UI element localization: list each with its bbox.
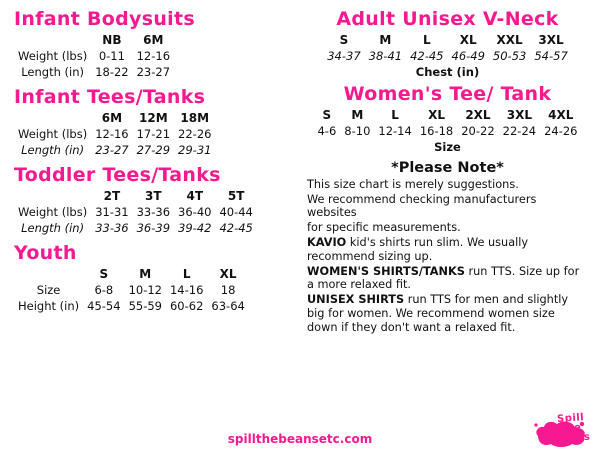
table-header-row — [14, 110, 215, 126]
table-row — [313, 123, 581, 139]
size-header: S — [322, 107, 332, 122]
size-header: 6M — [101, 110, 123, 125]
cell: 27-29 — [136, 142, 171, 157]
cell: 22-26 — [178, 126, 212, 141]
size-header: 6M — [143, 32, 164, 47]
cell: 12-16 — [95, 126, 129, 141]
size-header: XL — [459, 32, 477, 47]
cell: 40-44 — [219, 204, 253, 219]
cell: 23-27 — [95, 142, 129, 157]
section-title-infant-bodysuits: Infant Bodysuits — [14, 8, 195, 30]
table-youth — [14, 266, 249, 314]
section-infant-bodysuits — [14, 10, 295, 80]
caption-chest-in: Chest (in) — [415, 64, 480, 79]
note-line: We recommend checking manufacturers websites — [307, 192, 537, 220]
note-line: This size chart is merely suggestions. — [307, 177, 519, 191]
cell: 4-6 — [317, 123, 337, 138]
cell: 23-27 — [136, 64, 171, 79]
table-header-row — [313, 107, 581, 123]
table-header-row — [14, 188, 257, 204]
table-header-row — [323, 32, 572, 48]
cell: 18 — [220, 282, 236, 297]
row-label: Size — [36, 282, 61, 297]
size-header: M — [351, 107, 364, 122]
table-row — [14, 298, 249, 314]
brand-logo-text — [552, 413, 591, 445]
cell: 17-21 — [136, 126, 171, 141]
size-header: 2XL — [465, 107, 491, 122]
cell: 0-11 — [98, 48, 125, 63]
table-infant-bodysuits — [14, 32, 174, 80]
table-row — [323, 48, 572, 64]
cell: 38-41 — [368, 48, 403, 63]
cell: 12-14 — [378, 123, 412, 138]
section-womens-tee-tank — [307, 82, 588, 154]
size-header: XL — [428, 107, 445, 122]
table-row — [14, 48, 174, 64]
size-header: 3XL — [506, 107, 532, 122]
table-row — [14, 142, 215, 158]
cell: 33-36 — [95, 220, 129, 235]
cell: 20-22 — [461, 123, 495, 138]
cell: 16-18 — [419, 123, 454, 138]
note-body — [307, 178, 588, 335]
size-header: 5T — [227, 188, 245, 203]
size-header: XXL — [496, 32, 523, 47]
section-adult-unisex-vneck — [307, 10, 588, 79]
table-row — [14, 220, 257, 236]
note-item-lead: UNISEX SHIRTS — [307, 293, 405, 307]
note-line: for specific measurements. — [307, 221, 461, 235]
size-header: 18M — [180, 110, 210, 125]
cell: 36-40 — [178, 204, 212, 219]
size-header: 3XL — [538, 32, 564, 47]
note-item-text: run TTS for men and slightly big for women. We recommend women size down if they don't want a relaxed fit. — [307, 293, 569, 334]
size-header: XL — [219, 266, 237, 281]
section-title-toddler-tees-tanks: Toddler Tees/Tanks — [14, 163, 221, 186]
cell: 18-22 — [95, 64, 129, 79]
header-corner — [14, 32, 91, 48]
cell: 42-45 — [410, 48, 444, 63]
size-header: NB — [102, 32, 122, 47]
cell: 10-12 — [128, 282, 162, 297]
section-title-womens-tee-tank: Women's Tee/ Tank — [343, 82, 552, 105]
table-womens-tee-tank — [313, 107, 581, 139]
size-header: M — [139, 266, 152, 281]
cell: 50-53 — [492, 48, 527, 63]
size-header: S — [99, 266, 109, 281]
row-label: Length (in) — [21, 142, 85, 157]
section-title-infant-tees-tanks: Infant Tees/Tanks — [14, 85, 206, 108]
size-header: 3T — [145, 188, 162, 203]
cell: 39-42 — [178, 220, 212, 235]
table-wrap-adult-unisex-vneck — [307, 32, 588, 66]
row-label: Weight (lbs) — [18, 204, 88, 219]
header-corner — [14, 110, 91, 126]
table-row — [14, 126, 215, 142]
cell: 31-31 — [95, 204, 129, 219]
table-row — [14, 282, 249, 298]
section-youth — [14, 241, 295, 314]
cell: 33-36 — [136, 204, 171, 219]
table-wrap-womens-tee-tank — [307, 107, 588, 141]
section-infant-tees-tanks — [14, 85, 295, 158]
size-header: S — [339, 32, 349, 47]
table-adult-unisex-vneck — [323, 32, 572, 64]
table-row — [14, 64, 174, 80]
cell: 22-24 — [502, 123, 537, 138]
section-please-note — [307, 160, 588, 335]
cell: 46-49 — [451, 48, 485, 63]
cell: 36-39 — [136, 220, 171, 235]
size-header: 4XL — [548, 107, 574, 122]
note-item-lead: KAVIO — [307, 236, 347, 249]
note-item-lead: WOMEN'S SHIRTS/TANKS — [307, 264, 465, 278]
cell: 63-64 — [211, 298, 245, 313]
note-item — [307, 236, 588, 264]
note-item-text: run TTS. Size up for a more relaxed fit. — [307, 264, 580, 292]
cell: 14-16 — [169, 282, 204, 297]
size-header: 2T — [103, 188, 121, 203]
size-header: L — [391, 107, 399, 122]
row-label: Height (in) — [18, 298, 80, 313]
size-header: 12M — [139, 110, 168, 125]
size-header: L — [422, 32, 431, 47]
cell: 45-54 — [87, 298, 121, 313]
section-title-youth: Youth — [14, 241, 77, 264]
note-item — [307, 265, 588, 293]
header-corner — [14, 266, 83, 282]
cell: 34-37 — [327, 48, 361, 63]
cell: 55-59 — [128, 298, 162, 313]
size-header: M — [379, 32, 392, 47]
cell: 54-57 — [534, 48, 568, 63]
logo-line-1: Spill — [556, 412, 585, 425]
table-row — [14, 204, 257, 220]
logo-line-2: the — [561, 422, 583, 435]
header-corner — [14, 188, 91, 204]
size-header: 4T — [186, 188, 204, 203]
table-header-row — [14, 32, 174, 48]
table-header-row — [14, 266, 249, 282]
section-toddler-tees-tanks — [14, 163, 295, 236]
table-toddler-tees-tanks — [14, 188, 257, 236]
caption-size: Size — [434, 139, 461, 154]
cell: 42-45 — [219, 220, 253, 235]
cell: 60-62 — [169, 298, 204, 313]
table-infant-tees-tanks — [14, 110, 215, 158]
right-column — [301, 10, 588, 450]
size-header: L — [182, 266, 191, 281]
note-title: *Please Note* — [391, 159, 504, 176]
cell: 12-16 — [136, 48, 171, 63]
cell: 8-10 — [344, 123, 371, 138]
row-label: Length (in) — [21, 64, 84, 79]
row-label: Length (in) — [21, 220, 85, 235]
cell: 24-26 — [544, 123, 578, 138]
left-column — [12, 10, 295, 450]
note-item — [307, 293, 588, 334]
note-item-text: kid's shirts run slim. We usually recommend sizing up. — [307, 236, 529, 263]
row-label: Weight (lbs) — [18, 48, 88, 63]
cell: 29-31 — [178, 142, 212, 157]
cell: 6-8 — [94, 282, 114, 297]
footer-website: spillthebeansetc.com — [227, 432, 373, 446]
logo-line-3: Beans — [553, 431, 592, 446]
section-title-adult-unisex-vneck: Adult Unisex V-Neck — [336, 8, 559, 30]
row-label: Weight (lbs) — [18, 126, 88, 141]
